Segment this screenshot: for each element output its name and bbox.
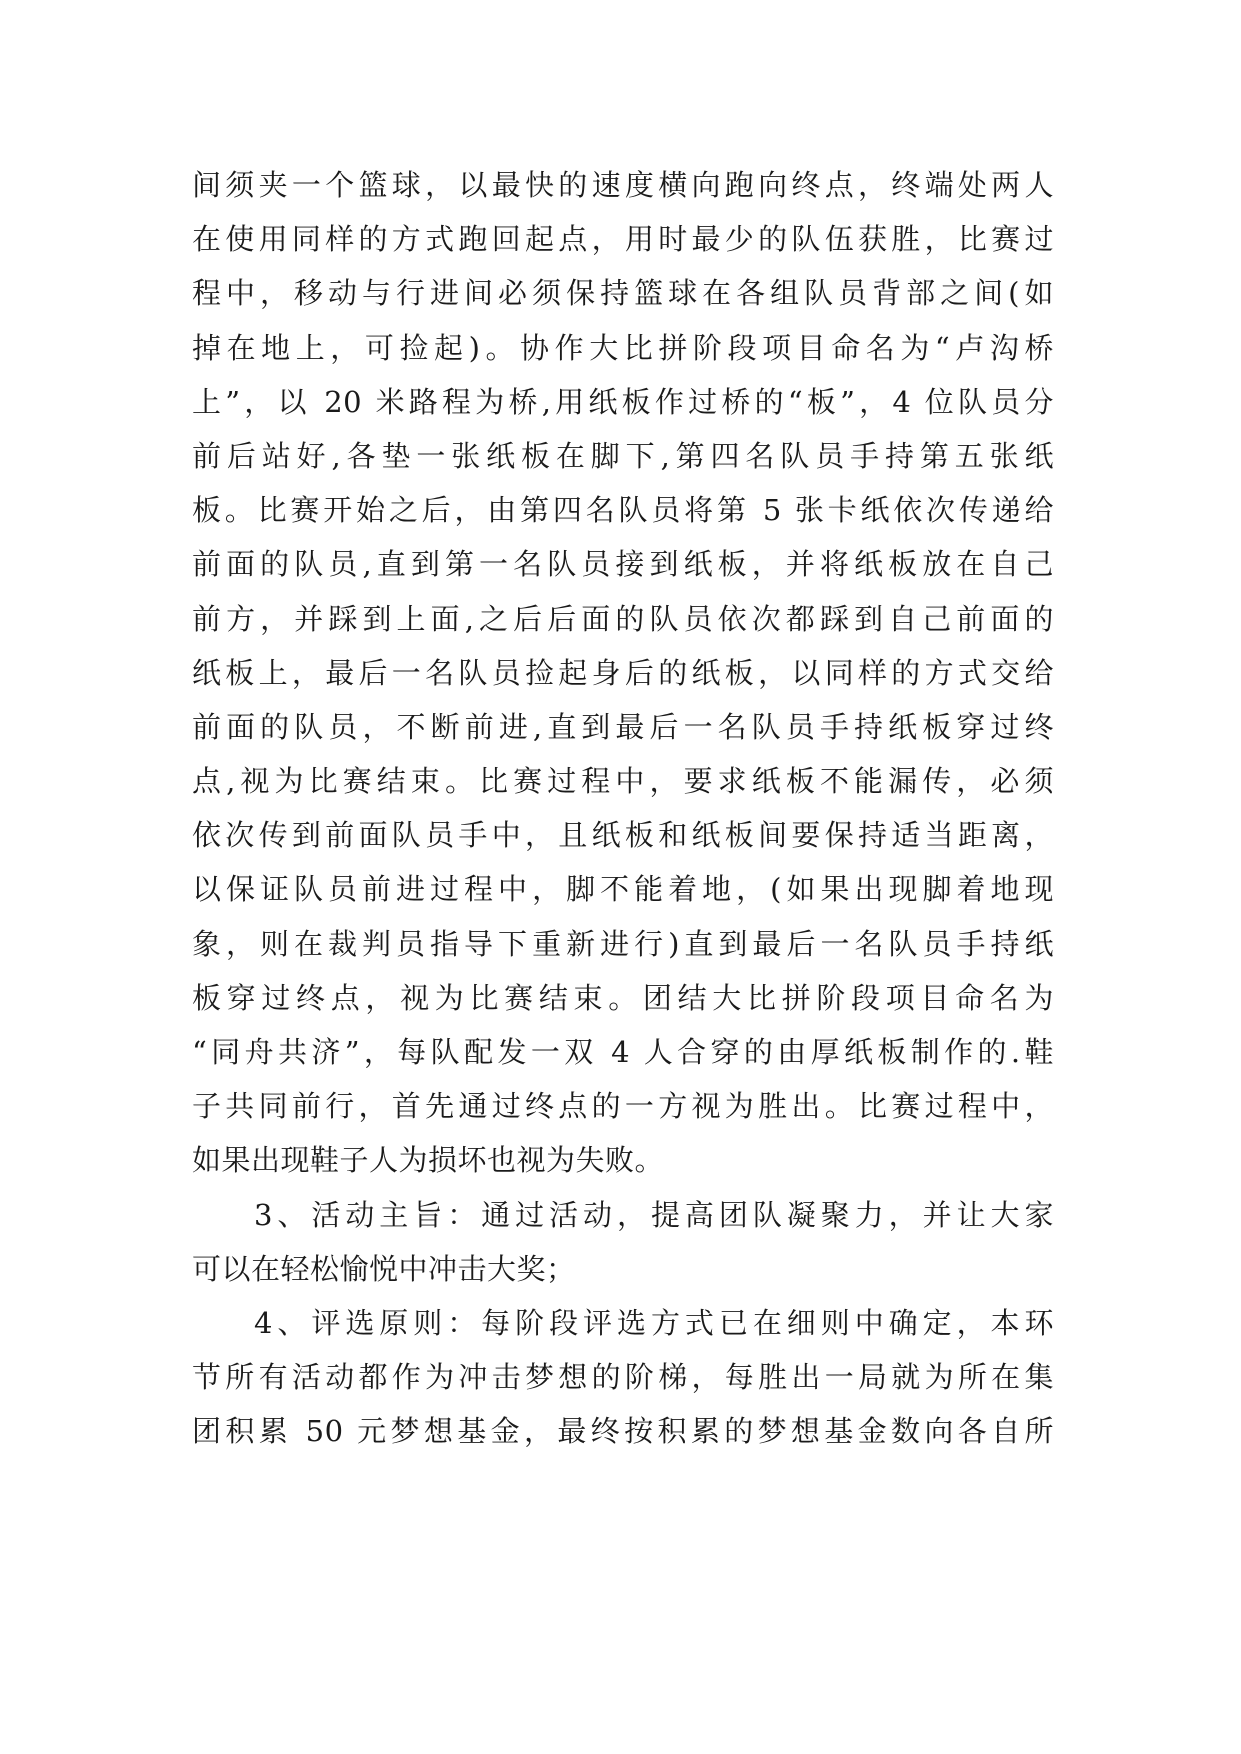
text-line: 前面的队员，不断前进,直到最后一名队员手持纸板穿过终 xyxy=(192,709,1054,744)
text-line: 纸板上，最后一名队员捡起身后的纸板，以同样的方式交给 xyxy=(192,655,1054,690)
text-line: 上”，以 20 米路程为桥,用纸板作过桥的“板”，4 位队员分 xyxy=(192,384,1054,419)
text-line: 子共同前行，首先通过终点的一方视为胜出。比赛过程中， xyxy=(192,1089,1054,1124)
document-body xyxy=(192,158,1054,1459)
text-line: 团积累 50 元梦想基金，最终按积累的梦想基金数向各自所 xyxy=(192,1414,1054,1449)
text-line: 依次传到前面队员手中，且纸板和纸板间要保持适当距离， xyxy=(192,818,1054,853)
text-line: 前方，并踩到上面,之后后面的队员依次都踩到自己前面的 xyxy=(192,601,1054,636)
text-line: 掉在地上，可捡起)。协作大比拼阶段项目命名为“卢沟桥 xyxy=(192,330,1054,365)
text-line: “同舟共济”，每队配发一双 4 人合穿的由厚纸板制作的.鞋 xyxy=(192,1035,1054,1069)
text-line: 间须夹一个篮球，以最快的速度横向跑向终点，终端处两人 xyxy=(192,168,1054,202)
text-line: 板穿过终点，视为比赛结束。团结大比拼阶段项目命名为 xyxy=(192,980,1054,1015)
paragraph-first-line: 4、评选原则：每阶段评选方式已在细则中确定，本环 xyxy=(254,1305,1054,1340)
text-line: 象，则在裁判员指导下重新进行)直到最后一名队员手持纸 xyxy=(192,926,1054,961)
text-line: 如果出现鞋子人为损坏也视为失败。 xyxy=(192,1143,665,1178)
text-line: 前后站好,各垫一张纸板在脚下,第四名队员手持第五张纸 xyxy=(192,438,1054,473)
paragraph-first-line: 3、活动主旨：通过活动，提高团队凝聚力，并让大家 xyxy=(254,1197,1054,1232)
text-line: 前面的队员,直到第一名队员接到纸板，并将纸板放在自己 xyxy=(192,547,1054,582)
text-line: 节所有活动都作为冲击梦想的阶梯，每胜出一局就为所在集 xyxy=(192,1360,1054,1395)
text-line: 在使用同样的方式跑回起点，用时最少的队伍获胜，比赛过 xyxy=(192,222,1054,257)
text-line: 点,视为比赛结束。比赛过程中，要求纸板不能漏传，必须 xyxy=(192,764,1054,799)
text-line: 板。比赛开始之后，由第四名队员将第 5 张卡纸依次传递给 xyxy=(192,493,1054,528)
text-line: 程中，移动与行进间必须保持篮球在各组队员背部之间(如 xyxy=(192,276,1054,311)
text-line: 可以在轻松愉悦中冲击大奖； xyxy=(192,1251,576,1286)
text-line: 以保证队员前进过程中，脚不能着地，(如果出现脚着地现 xyxy=(192,872,1054,907)
